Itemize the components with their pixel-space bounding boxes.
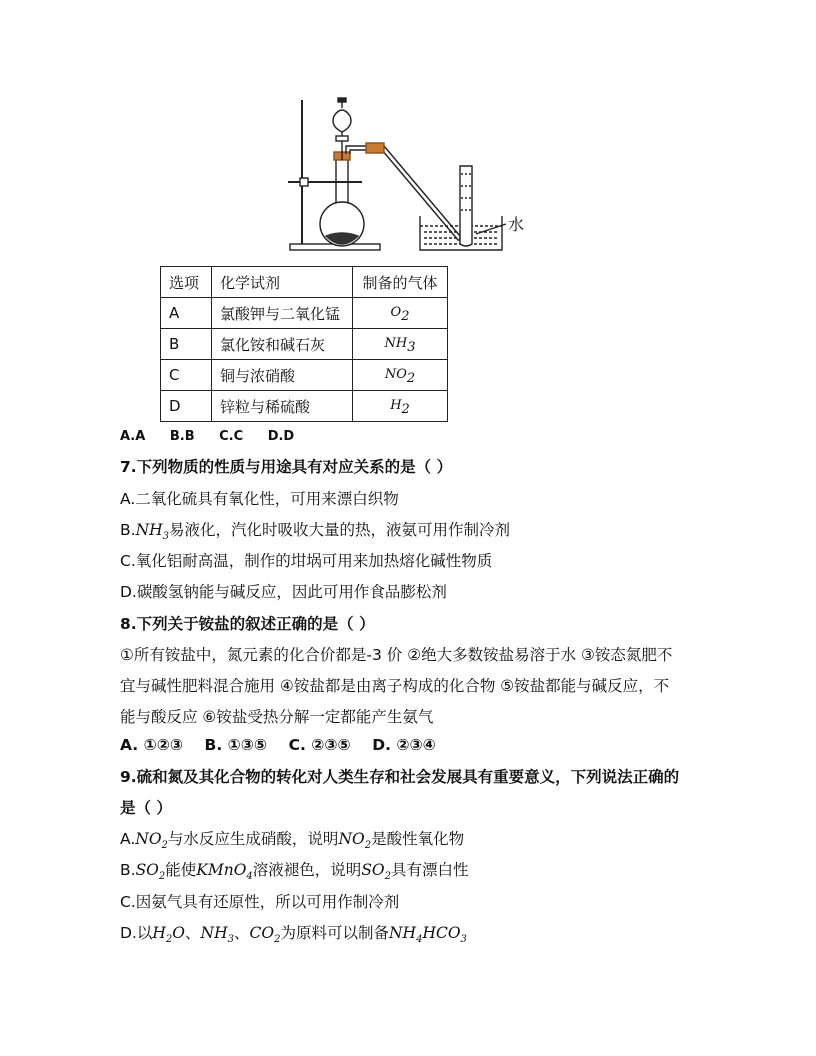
row-option: A xyxy=(161,298,212,329)
row-option: C xyxy=(161,360,212,391)
q9-d-formula3: CO xyxy=(249,924,275,942)
q6-options xyxy=(120,429,314,444)
q9-b-sub2: 4 xyxy=(246,871,253,883)
gas-subscript: 2 xyxy=(401,309,410,324)
q6-option-a: A.A xyxy=(120,429,146,444)
row-gas xyxy=(353,391,448,422)
q9-d-formula4b: HCO xyxy=(422,924,461,942)
q7-b-prefix: B. xyxy=(120,521,136,539)
q9-d-sep1: 、 xyxy=(185,924,201,942)
q9-stem-line2: 是（ ） xyxy=(120,799,172,817)
q6-option-d: D.D xyxy=(267,429,295,444)
q9-d-formula1: H xyxy=(152,924,166,942)
header-option: 选项 xyxy=(161,267,212,298)
q9-d-sub3: 2 xyxy=(274,934,281,946)
q9-b-sub3: 2 xyxy=(384,871,392,883)
row-gas xyxy=(353,360,448,391)
q9-b-rest: 具有漂白性 xyxy=(391,861,469,879)
header-gas: 制备的气体 xyxy=(353,267,448,298)
table-row xyxy=(161,360,448,391)
q9-a-sub1: 2 xyxy=(161,840,168,852)
q7-b-rest: 易液化，汽化时吸收大量的热，液氨可用作制冷剂 xyxy=(169,521,511,539)
q9-b-mid1: 能使 xyxy=(165,861,197,879)
row-option: B xyxy=(161,329,212,360)
q8-option-b: B. ①③⑤ xyxy=(204,736,268,754)
q6-option-c: C.C xyxy=(219,429,244,444)
q9-option-b xyxy=(120,858,469,882)
q8-option-a: A. ①②③ xyxy=(120,736,183,754)
row-gas xyxy=(353,329,448,360)
q7-b-sub: 3 xyxy=(162,531,170,543)
gas-formula: H xyxy=(390,398,402,413)
q8-option-c: C. ②③⑤ xyxy=(288,736,351,754)
row-reagent: 氯酸钾与二氧化锰 xyxy=(212,298,353,329)
q9-a-sub2: 2 xyxy=(364,840,372,852)
table-header-row xyxy=(161,267,448,298)
q9-d-sub4b: 3 xyxy=(460,934,467,946)
separatory-funnel xyxy=(333,110,351,132)
q9-a-prefix: A. xyxy=(120,830,136,848)
q9-option-c: C.因氨气具有还原性，所以可用作制冷剂 xyxy=(120,893,400,911)
row-reagent: 氯化铵和碱石灰 xyxy=(212,329,353,360)
q7-b-formula: NH xyxy=(135,521,163,539)
header-reagent: 化学试剂 xyxy=(212,267,353,298)
q9-d-formula2: NH xyxy=(200,924,228,942)
q9-a-mid: 与水反应生成硝酸，说明 xyxy=(167,830,339,848)
q8-option-d: D. ②③④ xyxy=(372,736,436,754)
q7-option-b xyxy=(120,518,510,542)
row-reagent: 锌粒与稀硫酸 xyxy=(212,391,353,422)
q6-option-b: B.B xyxy=(169,429,195,444)
q9-d-mid: 为原料可以制备 xyxy=(280,924,389,942)
q8-options xyxy=(120,736,436,754)
q9-b-formula3: SO xyxy=(361,861,385,879)
gas-subscript: 2 xyxy=(406,371,416,386)
row-option: D xyxy=(161,391,212,422)
q9-d-sub2: 3 xyxy=(227,934,234,946)
q7-option-a: A.二氧化硫具有氧化性，可用来漂白织物 xyxy=(120,490,399,508)
row-reagent: 铜与浓硝酸 xyxy=(212,360,353,391)
q7-stem: 7.下列物质的性质与用途具有对应关系的是（ ） xyxy=(120,458,453,476)
table-row xyxy=(161,298,448,329)
reagent-table xyxy=(160,266,448,422)
q9-b-prefix: B. xyxy=(120,861,136,879)
q9-a-formula2: NO xyxy=(338,830,365,848)
q9-d-formula1b: O xyxy=(172,924,185,942)
q9-b-mid2: 溶液褪色，说明 xyxy=(252,861,362,879)
collecting-tube xyxy=(460,166,472,246)
q9-b-sub1: 2 xyxy=(158,871,166,883)
water-label: 水 xyxy=(508,215,525,234)
q9-d-sub1: 2 xyxy=(165,934,173,946)
q8-statements-line1: ①所有铵盐中，氮元素的化合价都是-3 价 ②绝大多数铵盐易溶于水 ③铵态氮肥不 xyxy=(120,646,673,664)
q9-a-formula1: NO xyxy=(135,830,162,848)
q9-d-sep2: 、 xyxy=(233,924,250,942)
table-row xyxy=(161,329,448,360)
row-gas xyxy=(353,298,448,329)
q9-b-formula1: SO xyxy=(135,861,159,879)
gas-formula: NH xyxy=(384,336,408,351)
apparatus-diagram xyxy=(280,96,540,256)
q9-a-rest: 是酸性氧化物 xyxy=(371,830,465,848)
q9-d-sub4a: 4 xyxy=(416,934,423,946)
q9-option-d xyxy=(120,921,467,945)
q7-option-d: D.碳酸氢钠能与碱反应，因此可用作食品膨松剂 xyxy=(120,583,447,601)
gas-formula: NO xyxy=(384,367,407,382)
q8-stem: 8.下列关于铵盐的叙述正确的是（ ） xyxy=(120,615,375,633)
q9-stem-line1: 9.硫和氮及其化合物的转化对人类生存和社会发展具有重要意义，下列说法正确的 xyxy=(120,768,680,786)
q8-statements-line3: 能与酸反应 ⑥铵盐受热分解一定都能产生氨气 xyxy=(120,708,434,726)
gas-subscript: 3 xyxy=(407,340,416,355)
q8-statements-line2: 宜与碱性肥料混合施用 ④铵盐都是由离子构成的化合物 ⑤铵盐都能与碱反应，不 xyxy=(120,677,670,695)
q9-b-formula2: KMnO xyxy=(196,861,247,879)
q7-option-c: C.氧化铝耐高温，制作的坩埚可用来加热熔化碱性物质 xyxy=(120,552,493,570)
gas-formula: O xyxy=(390,305,402,320)
q9-d-formula4a: NH xyxy=(388,924,417,942)
table-row xyxy=(161,391,448,422)
q9-option-a xyxy=(120,827,464,851)
q9-d-prefix: D.以 xyxy=(120,924,153,942)
gas-subscript: 2 xyxy=(401,402,410,417)
